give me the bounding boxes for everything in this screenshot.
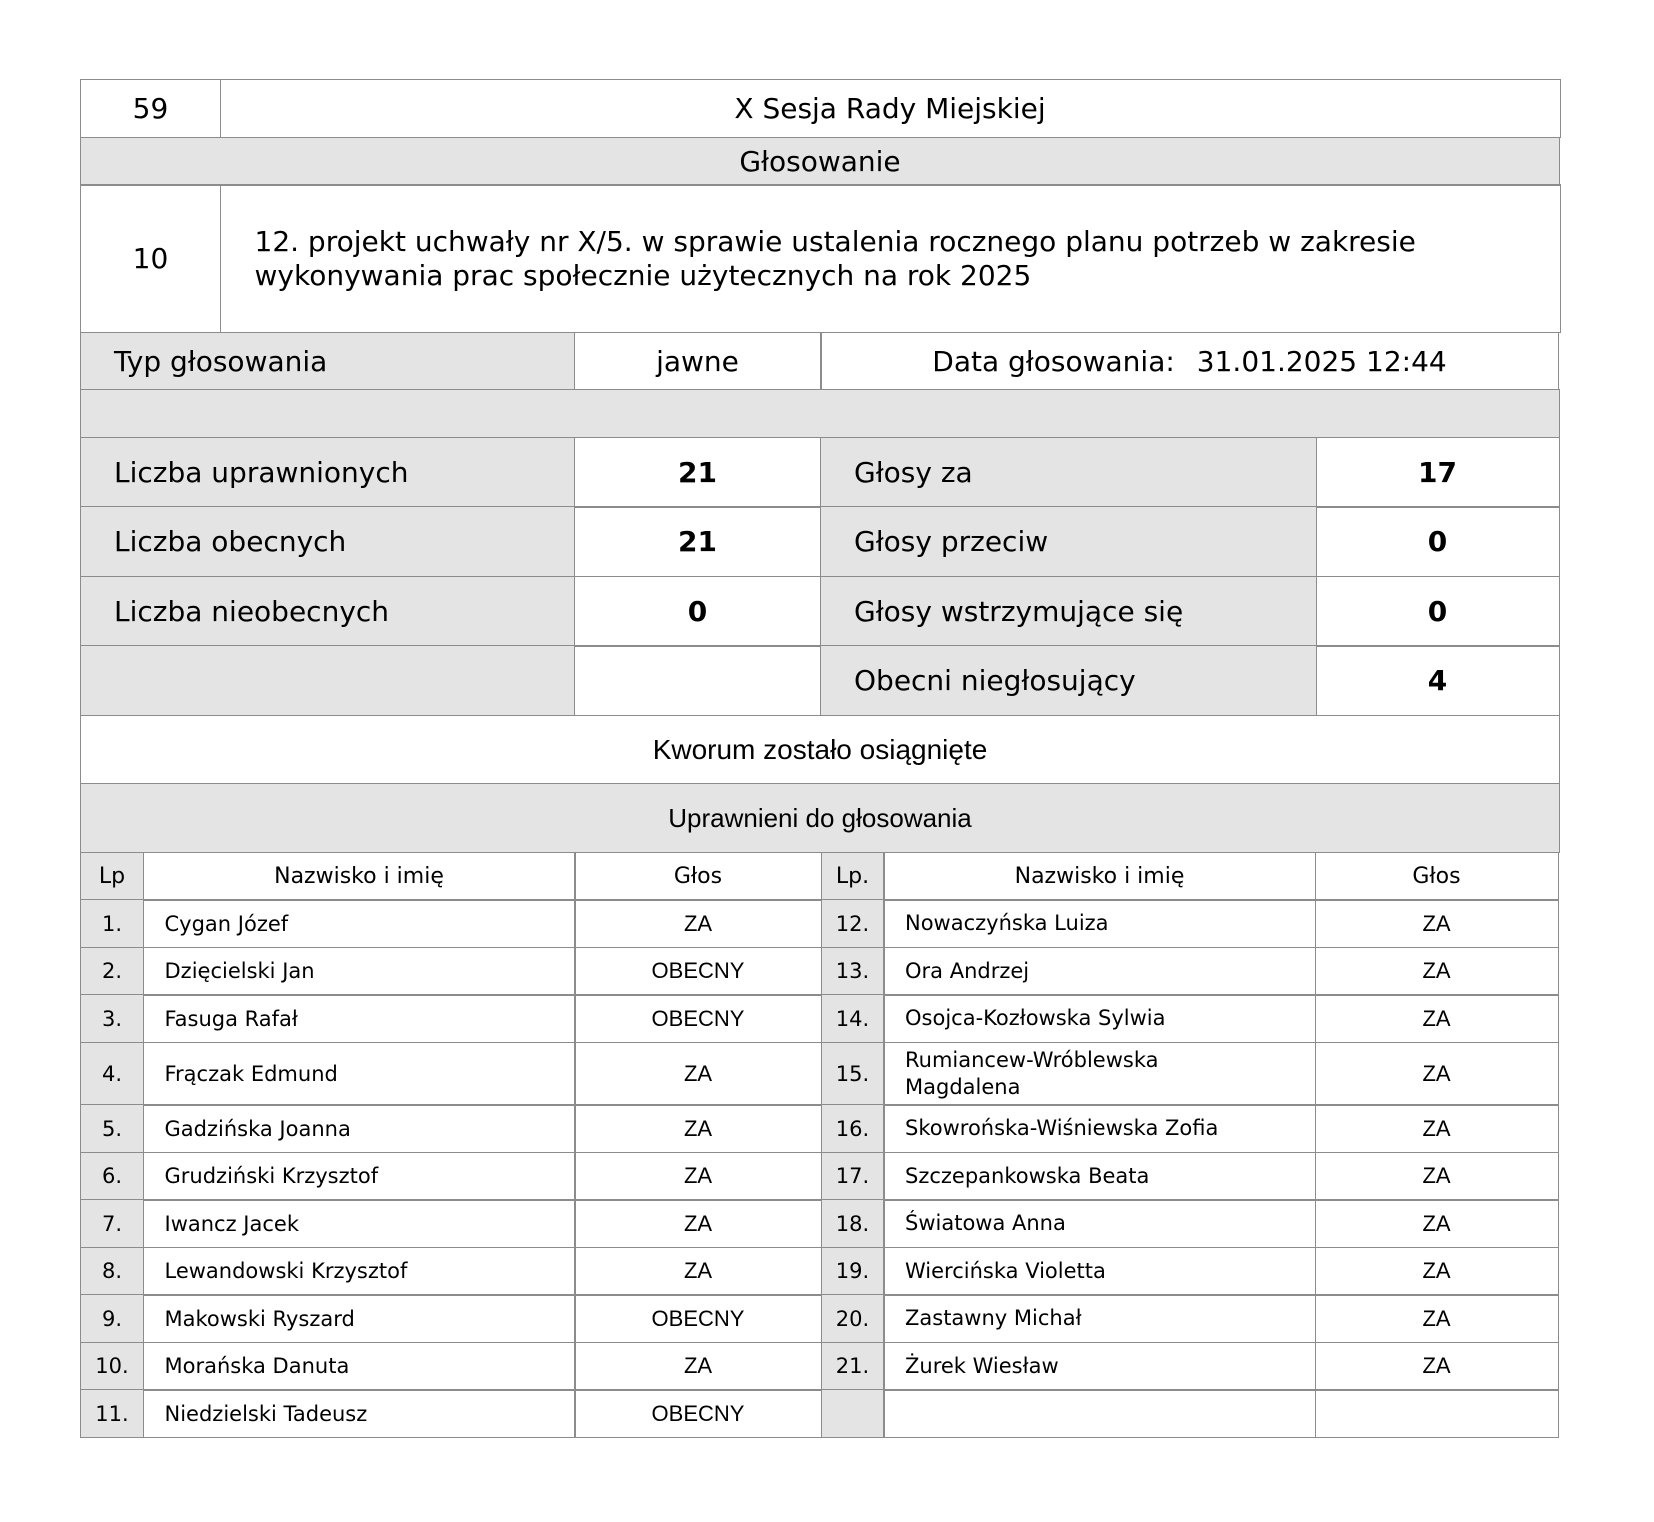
voter-name: Szczepankowska Beata [883, 1152, 1316, 1201]
voters-table-header [80, 852, 1560, 900]
voter-lp: 9. [80, 1294, 144, 1343]
voter-vote: ZA [574, 1199, 822, 1248]
voting-record-document [80, 79, 1560, 1437]
absent-label: Liczba nieobecnych [80, 576, 575, 647]
voter-name: Makowski Ryszard [143, 1294, 576, 1343]
empty-stat-value [574, 645, 822, 716]
votes-against-label: Głosy przeciw [820, 506, 1317, 577]
voter-lp: 8. [80, 1247, 144, 1296]
voter-vote: ZA [1315, 899, 1559, 948]
voter-lp: 11. [80, 1389, 144, 1438]
table-row [80, 947, 1560, 995]
table-row [80, 1247, 1560, 1295]
voter-vote: ZA [1315, 1294, 1559, 1343]
votes-for-value: 17 [1316, 437, 1560, 508]
voter-lp: 3. [80, 994, 144, 1043]
voter-vote: ZA [574, 1104, 822, 1153]
voter-name: Światowa Anna [883, 1199, 1316, 1248]
voter-lp: 19. [821, 1247, 885, 1296]
col-lp-right: Lp. [821, 852, 885, 901]
col-name-left: Nazwisko i imię [143, 852, 576, 901]
voter-vote: ZA [1315, 1104, 1559, 1153]
table-row [80, 1342, 1560, 1390]
not-voting-label: Obecni niegłosujący [820, 645, 1317, 716]
voter-name [883, 1389, 1316, 1438]
voter-vote: OBECNY [574, 994, 822, 1043]
voter-vote: ZA [1315, 994, 1559, 1043]
voter-vote [1315, 1389, 1559, 1438]
voter-vote: ZA [1315, 1152, 1559, 1201]
voter-lp: 20. [821, 1294, 885, 1343]
session-title: X Sesja Rady Miejskiej [220, 79, 1561, 138]
table-row [80, 1294, 1560, 1342]
voter-lp [821, 1389, 885, 1438]
voter-name: Ora Andrzej [883, 947, 1316, 996]
voter-vote: ZA [574, 1042, 822, 1106]
voter-name: Lewandowski Krzysztof [143, 1247, 576, 1296]
vote-date [820, 332, 1559, 391]
vote-date-value: 31.01.2025 12:44 [1196, 344, 1447, 378]
voter-name: Nowaczyńska Luiza [883, 899, 1316, 948]
voter-name: Iwancz Jacek [143, 1199, 576, 1248]
item-number: 10 [80, 184, 221, 333]
eligible-value: 21 [574, 437, 822, 508]
voter-lp: 6. [80, 1152, 144, 1201]
voter-vote: ZA [1315, 947, 1559, 996]
table-row [80, 1104, 1560, 1152]
table-row [80, 1152, 1560, 1200]
voter-name: Cygan Józef [143, 899, 576, 948]
voters-table-body [80, 899, 1560, 1437]
stats-row [80, 437, 1560, 507]
voter-vote: ZA [574, 899, 822, 948]
voter-vote: ZA [1315, 1042, 1559, 1106]
voter-lp: 12. [821, 899, 885, 948]
voter-name: Wiercińska Violetta [883, 1247, 1316, 1296]
voter-lp: 17. [821, 1152, 885, 1201]
voter-name: Dzięcielski Jan [143, 947, 576, 996]
agenda-item-row [80, 184, 1560, 332]
table-row [80, 899, 1560, 947]
voter-lp: 14. [821, 994, 885, 1043]
session-number: 59 [80, 79, 221, 138]
not-voting-value: 4 [1316, 645, 1560, 716]
empty-stat-label [80, 645, 575, 716]
stats-row [80, 645, 1560, 715]
voter-name: Żurek Wiesław [883, 1342, 1316, 1391]
voter-lp: 7. [80, 1199, 144, 1248]
header-row [80, 79, 1560, 137]
voter-name: Morańska Danuta [143, 1342, 576, 1391]
voter-vote: ZA [574, 1247, 822, 1296]
col-vote-left: Głos [574, 852, 822, 901]
quorum-status: Kworum zostało osiągnięte [80, 715, 1560, 785]
voter-name: Frączak Edmund [143, 1042, 576, 1106]
voter-lp: 21. [821, 1342, 885, 1391]
voter-lp: 15. [821, 1042, 885, 1106]
votes-for-label: Głosy za [820, 437, 1317, 508]
vote-info-row [80, 332, 1560, 390]
present-value: 21 [574, 506, 822, 577]
eligible-heading: Uprawnieni do głosowania [80, 783, 1560, 853]
spacer-bar [80, 389, 1560, 438]
stats-row [80, 506, 1560, 576]
vote-type-label: Typ głosowania [80, 332, 575, 391]
voter-lp: 10. [80, 1342, 144, 1391]
table-row [80, 1042, 1560, 1105]
voter-lp: 18. [821, 1199, 885, 1248]
voter-name: Zastawny Michał [883, 1294, 1316, 1343]
eligible-label: Liczba uprawnionych [80, 437, 575, 508]
vote-type-value: jawne [574, 332, 822, 391]
col-lp-left: Lp [80, 852, 144, 901]
voter-vote: OBECNY [574, 1389, 822, 1438]
col-vote-right: Głos [1315, 852, 1559, 901]
voter-name: Rumiancew-Wróblewska Magdalena [883, 1042, 1316, 1106]
votes-abstain-label: Głosy wstrzymujące się [820, 576, 1317, 647]
voter-lp: 5. [80, 1104, 144, 1153]
voter-vote: OBECNY [574, 1294, 822, 1343]
voter-name: Niedzielski Tadeusz [143, 1389, 576, 1438]
voter-name: Skowrońska-Wiśniewska Zofia [883, 1104, 1316, 1153]
voter-vote: ZA [574, 1342, 822, 1391]
voter-vote: ZA [1315, 1247, 1559, 1296]
votes-against-value: 0 [1316, 506, 1560, 577]
voter-name: Fasuga Rafał [143, 994, 576, 1043]
voter-name: Grudziński Krzysztof [143, 1152, 576, 1201]
voter-lp: 1. [80, 899, 144, 948]
voter-name: Gadzińska Joanna [143, 1104, 576, 1153]
table-row [80, 1199, 1560, 1247]
voter-lp: 16. [821, 1104, 885, 1153]
voter-vote: ZA [1315, 1199, 1559, 1248]
section-title: Głosowanie [80, 137, 1560, 186]
votes-abstain-value: 0 [1316, 576, 1560, 647]
voter-lp: 13. [821, 947, 885, 996]
voter-name: Osojca-Kozłowska Sylwia [883, 994, 1316, 1043]
table-row [80, 1389, 1560, 1437]
present-label: Liczba obecnych [80, 506, 575, 577]
voter-vote: ZA [574, 1152, 822, 1201]
voter-vote: OBECNY [574, 947, 822, 996]
voter-lp: 4. [80, 1042, 144, 1106]
col-name-right: Nazwisko i imię [883, 852, 1316, 901]
stats-row [80, 576, 1560, 646]
voter-vote: ZA [1315, 1342, 1559, 1391]
absent-value: 0 [574, 576, 822, 647]
table-row [80, 994, 1560, 1042]
voter-lp: 2. [80, 947, 144, 996]
item-title: 12. projekt uchwały nr X/5. w sprawie ustalenia rocznego planu potrzeb w zakresie wykonywania prac społecznie użytecznych na rok 2025 [220, 184, 1561, 333]
vote-date-label: Data głosowania: [932, 344, 1175, 378]
